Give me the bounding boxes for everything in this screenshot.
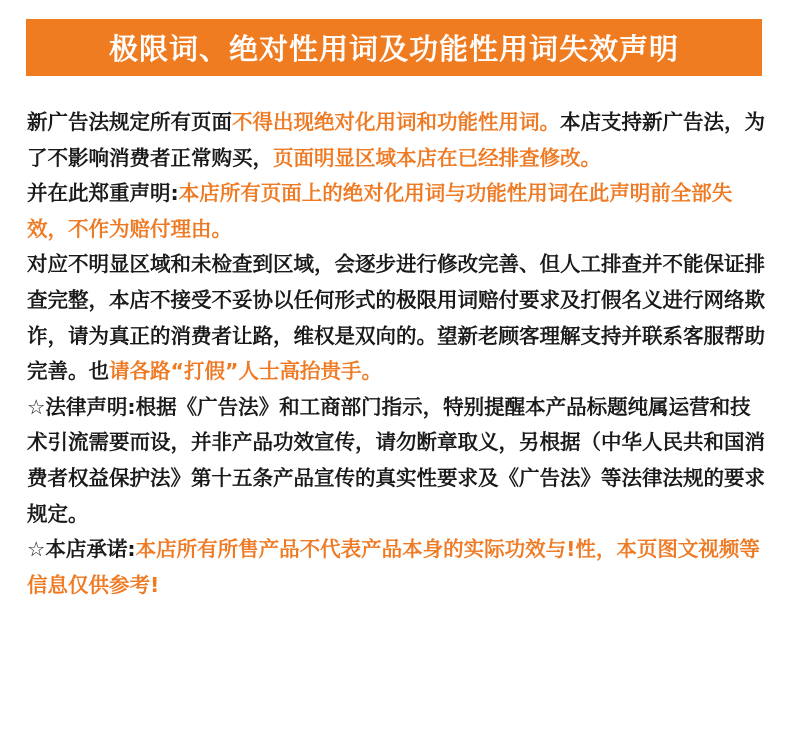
- paragraph-store-promise: [27, 532, 765, 603]
- paragraph-legal-statement: [27, 390, 765, 532]
- paragraph-unchecked-areas: [27, 247, 765, 389]
- text-segment: 本店支持新广告法，为了不影响消费者正常购买，: [27, 110, 765, 170]
- highlight-segment: 请各路“打假”人士高抬贵手。: [109, 359, 382, 384]
- text-segment: 对应不明显区域和未检查到区域，会逐步进行修改完善、但人工排查并不能保证排查完整，本店不接受不妥协以任何形式的极限用词赔付要求及打假名义进行网络欺诈，请为真正的消费者让路，维权是双向的。望新老顾客理解支持并联系客服帮助完善。也: [27, 252, 765, 384]
- paragraph-solemn-declaration: [27, 176, 765, 247]
- page-title: 极限词、绝对性用词及功能性用词失效声明: [108, 32, 679, 66]
- text-segment: 并在此郑重声明:: [27, 181, 179, 206]
- highlight-segment: 本店所有页面上的绝对化用词与功能性用词在此声明前全部失效，不作为赔付理由。: [27, 181, 733, 241]
- title-banner: [26, 19, 762, 76]
- text-segment: ☆法律声明:根据《广告法》和工商部门指示，特别提醒本产品标题纯属运营和技术引流需要而设，并非产品功效宣传，请勿断章取义，另根据（中华人民共和国消费者权益保护法》第十五条产品宣传的真实性要求及《广告法》等法律法规的要求规定。: [27, 394, 765, 526]
- highlight-segment: 页面明显区域本店在已经排查修改。: [273, 145, 601, 170]
- paragraph-ad-law: [27, 105, 765, 176]
- text-segment: ☆本店承诺:: [27, 537, 136, 562]
- statement-body: [27, 105, 765, 603]
- text-segment: 新广告法规定所有页面: [27, 110, 232, 134]
- highlight-segment: 不得出现绝对化用词和功能性用词。: [232, 110, 560, 134]
- highlight-segment: 本店所有所售产品不代表产品本身的实际功效与!性，本页图文视频等信息仅供参考!: [27, 537, 760, 597]
